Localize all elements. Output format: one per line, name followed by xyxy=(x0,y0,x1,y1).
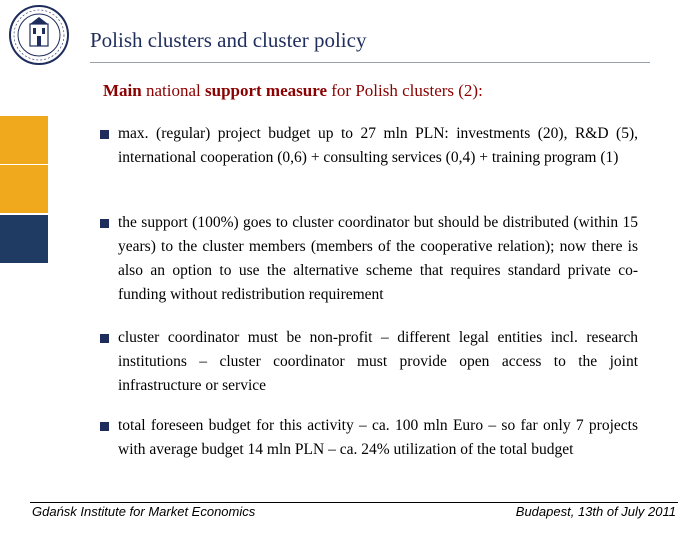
decor-block-orange-2 xyxy=(0,165,48,213)
bullet-text: max. (regular) project budget up to 27 mln PLN: investments (20), R&D (5), international cooperation (0,6) + consulting services (0,4) + training program (1) xyxy=(118,125,638,166)
bullet-item xyxy=(98,414,638,462)
decor-block-navy xyxy=(0,215,48,263)
page-title: Polish clusters and cluster policy xyxy=(90,28,367,52)
square-bullet-icon xyxy=(100,422,109,431)
section-subtitle xyxy=(103,81,483,101)
footer-organization: Gdańsk Institute for Market Economics xyxy=(32,504,256,519)
footer-divider xyxy=(30,502,678,503)
bullet-text: cluster coordinator must be non-profit – different legal entities incl. research institutions – cluster coordinator must provide open access to the joint infrastructure or service xyxy=(118,329,638,394)
institute-seal-logo xyxy=(8,4,70,66)
bullet-text: the support (100%) goes to cluster coordinator but should be distributed (within 15 years) to the cluster members (members of the cooperative relation); now there is also an option to use the alternative scheme that requires standard private co-funding without redistribution requirement xyxy=(118,214,638,303)
footer-date: Budapest, 13th of July 2011 xyxy=(515,504,676,519)
subtitle-main: Main xyxy=(103,81,142,100)
bullet-text: total foreseen budget for this activity – ca. 100 mln Euro – so far only 7 projects with average budget 14 mln PLN – ca. 24% utilization of the total budget xyxy=(118,417,638,458)
bullet-item xyxy=(98,122,638,170)
bullet-item xyxy=(98,326,638,398)
decor-block-orange-1 xyxy=(0,116,48,164)
title-divider xyxy=(90,62,650,63)
subtitle-support-measure: support measure xyxy=(205,81,327,100)
bullet-item xyxy=(98,211,638,307)
square-bullet-icon xyxy=(100,219,109,228)
square-bullet-icon xyxy=(100,334,109,343)
square-bullet-icon xyxy=(100,130,109,139)
subtitle-national: national xyxy=(141,81,205,100)
subtitle-rest: for Polish clusters (2): xyxy=(327,81,483,100)
